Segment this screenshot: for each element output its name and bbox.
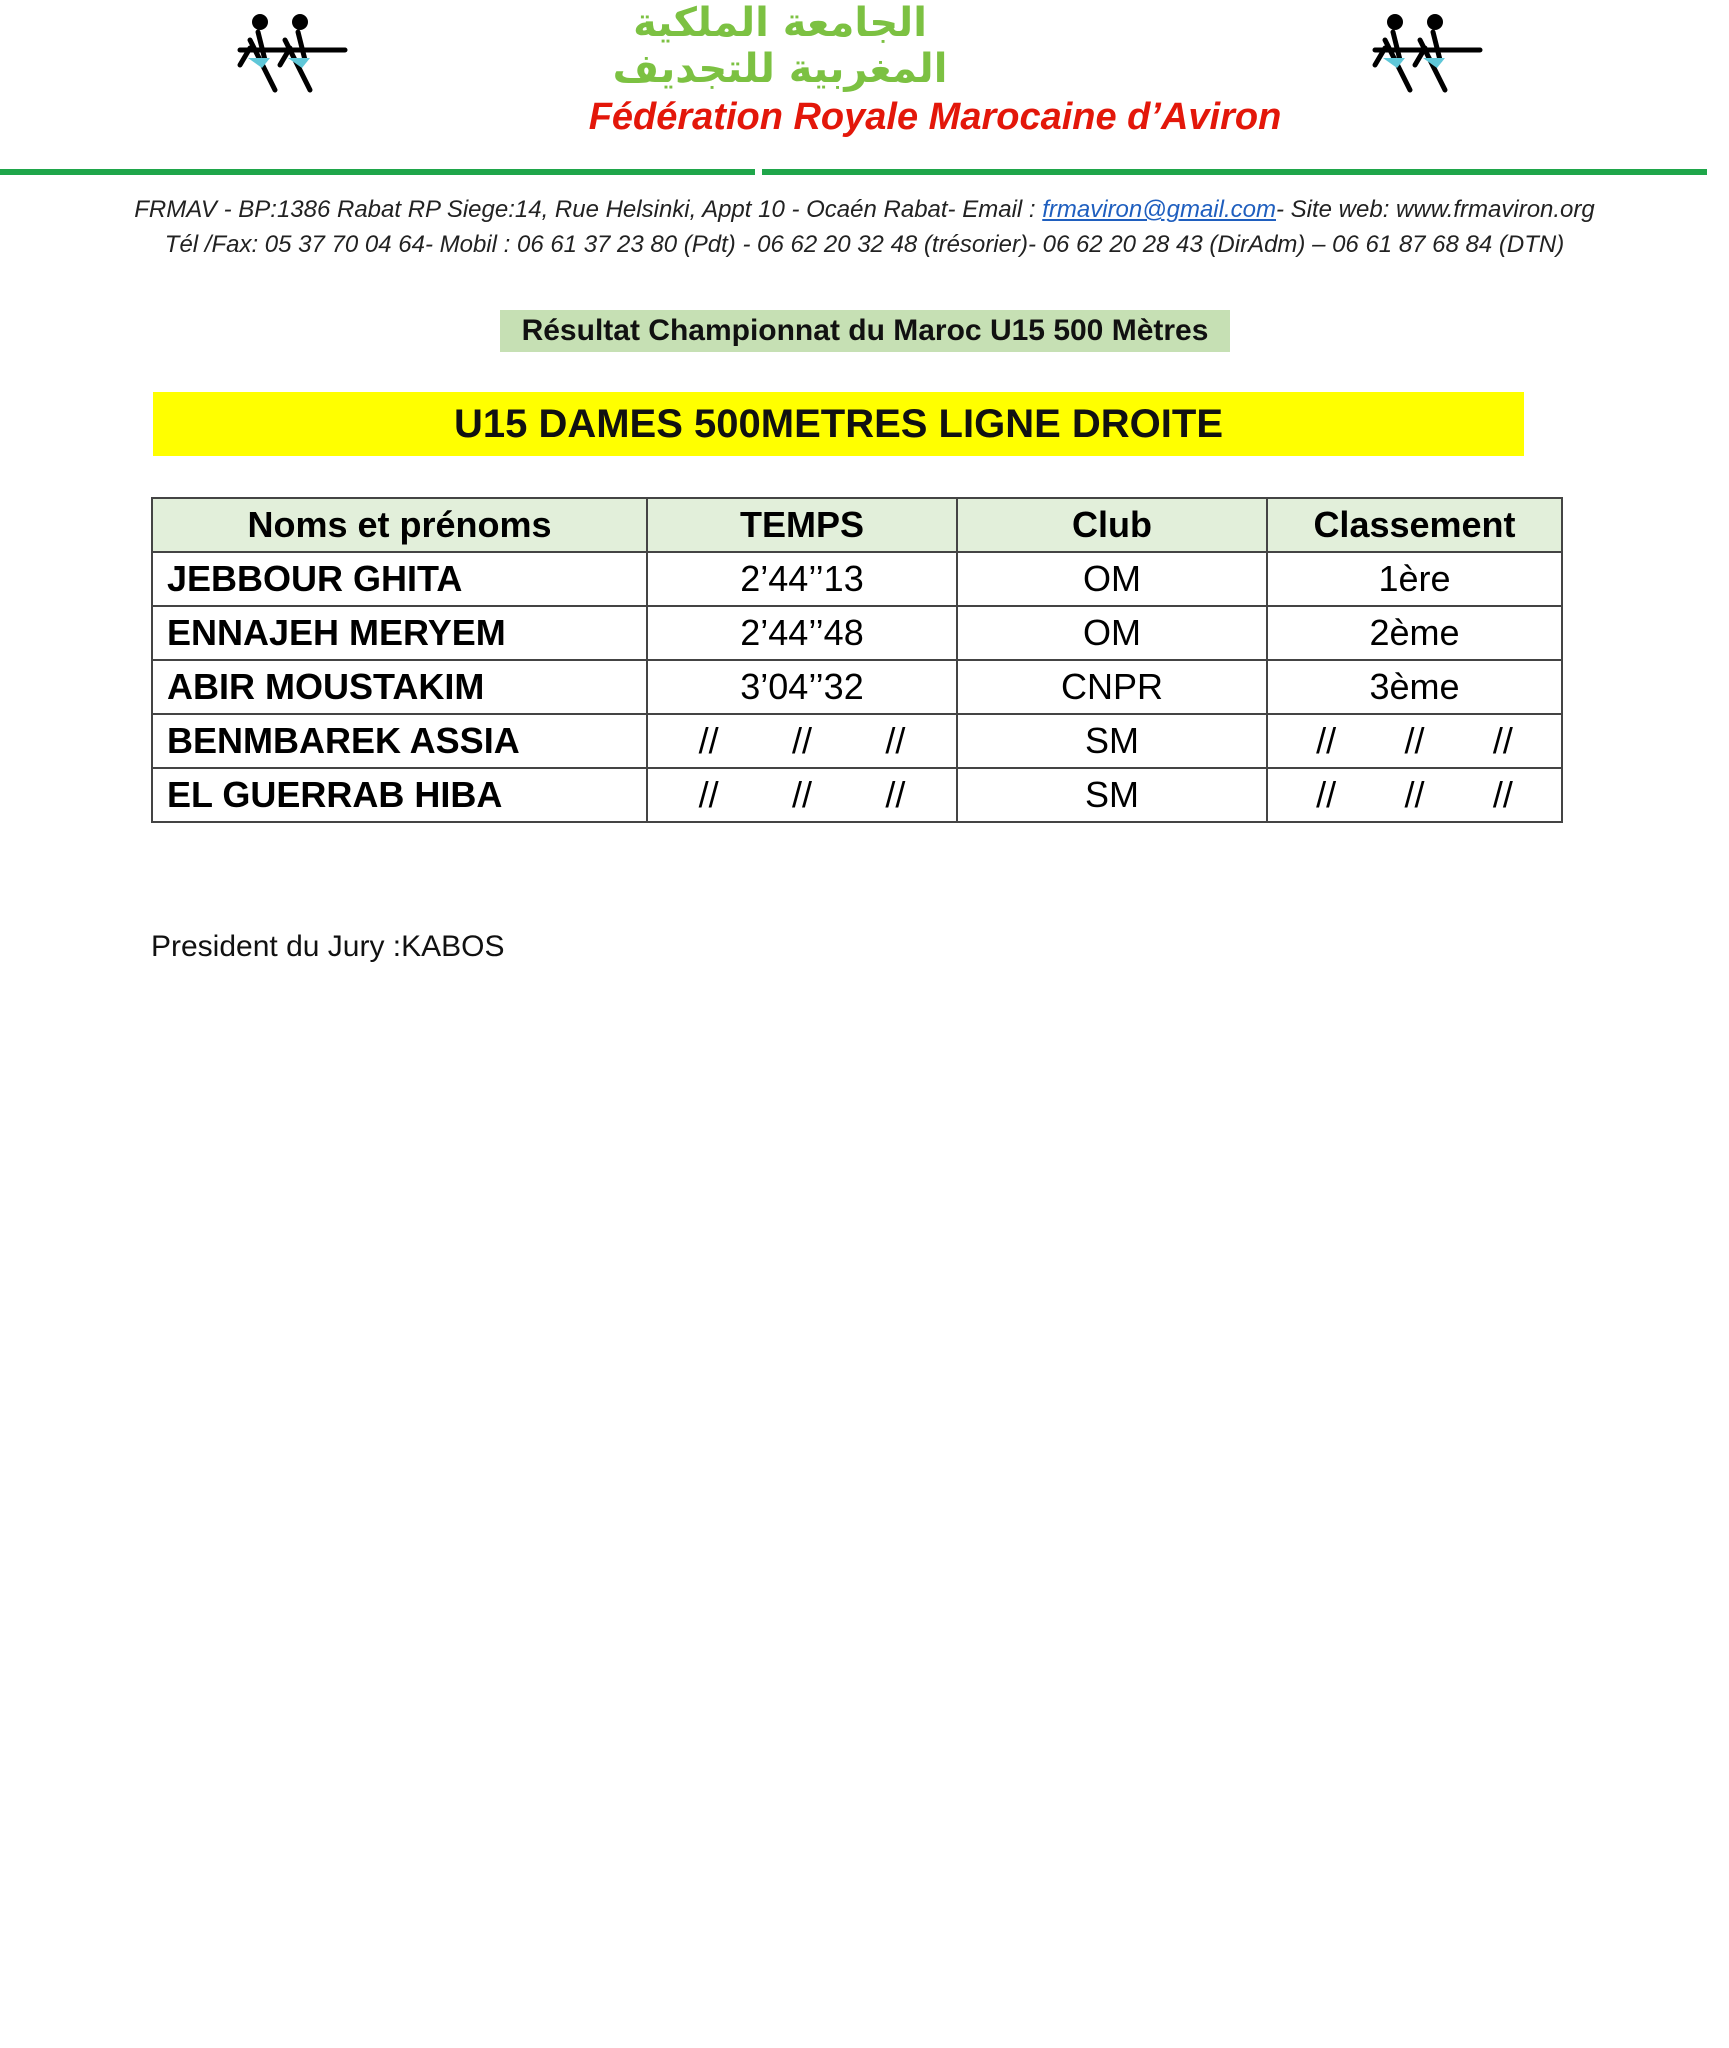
ditto-mark: // (791, 774, 812, 815)
race-time-blank (647, 768, 957, 822)
results-table (151, 497, 1563, 823)
header-divider (762, 169, 1707, 175)
race-time: 2’44’’13 (647, 552, 957, 606)
ditto-mark: // (1404, 720, 1425, 761)
ditto-mark: // (885, 774, 906, 815)
federation-title: Fédération Royale Marocaine d’Aviron (588, 96, 1282, 138)
ditto-mark: // (791, 720, 812, 761)
ditto-mark: // (698, 774, 719, 815)
ditto-mark: // (1492, 774, 1513, 815)
contact-line-address (0, 196, 1729, 224)
club-code: SM (957, 714, 1267, 768)
column-header-rank: Classement (1267, 498, 1562, 552)
race-time-blank (647, 714, 957, 768)
athlete-name: BENMBAREK ASSIA (152, 714, 647, 768)
jury-president: President du Jury :KABOS (151, 930, 505, 963)
ranking: 1ère (1267, 552, 1562, 606)
rowing-crew-icon (1365, 10, 1485, 100)
table-row (152, 606, 1562, 660)
ranking-blank (1267, 714, 1562, 768)
arabic-federation-title: الجامعة الملكية المغربية للتجديف (612, 0, 948, 92)
table-header-row (152, 498, 1562, 552)
ditto-mark: // (698, 720, 719, 761)
race-time: 3’04’’32 (647, 660, 957, 714)
club-code: CNPR (957, 660, 1267, 714)
email-link[interactable]: frmaviron@gmail.com (1042, 196, 1276, 223)
ditto-mark: // (1316, 720, 1337, 761)
rowing-crew-icon (230, 10, 350, 100)
result-heading: Résultat Championnat du Maroc U15 500 Mètres (500, 310, 1230, 352)
club-code: OM (957, 552, 1267, 606)
column-header-names: Noms et prénoms (152, 498, 647, 552)
table-row (152, 552, 1562, 606)
contact-line-phone: Tél /Fax: 05 37 70 04 64- Mobil : 06 61 37 23 80 (Pdt) - 06 62 20 32 48 (trésorier)- 06 62 20 28 43 (DirAdm) – 06 61 87 68 84 (DTN) (164, 231, 1565, 258)
table-row (152, 660, 1562, 714)
table-row (152, 768, 1562, 822)
ranking: 2ème (1267, 606, 1562, 660)
race-time: 2’44’’48 (647, 606, 957, 660)
contact-website: - Site web: www.frmaviron.org (1275, 196, 1595, 223)
club-code: OM (957, 606, 1267, 660)
athlete-name: JEBBOUR GHITA (152, 552, 647, 606)
ranking: 3ème (1267, 660, 1562, 714)
category-banner: U15 DAMES 500METRES LIGNE DROITE (153, 392, 1524, 456)
athlete-name: ABIR MOUSTAKIM (152, 660, 647, 714)
table-row (152, 714, 1562, 768)
ditto-mark: // (1492, 720, 1513, 761)
club-code: SM (957, 768, 1267, 822)
ranking-blank (1267, 768, 1562, 822)
column-header-time: TEMPS (647, 498, 957, 552)
ditto-mark: // (1316, 774, 1337, 815)
ditto-mark: // (885, 720, 906, 761)
contact-address: FRMAV - BP:1386 Rabat RP Siege:14, Rue Helsinki, Appt 10 - Ocaén Rabat- Email : (134, 196, 1043, 223)
header-divider (0, 169, 755, 175)
ditto-mark: // (1404, 774, 1425, 815)
athlete-name: ENNAJEH MERYEM (152, 606, 647, 660)
column-header-club: Club (957, 498, 1267, 552)
athlete-name: EL GUERRAB HIBA (152, 768, 647, 822)
